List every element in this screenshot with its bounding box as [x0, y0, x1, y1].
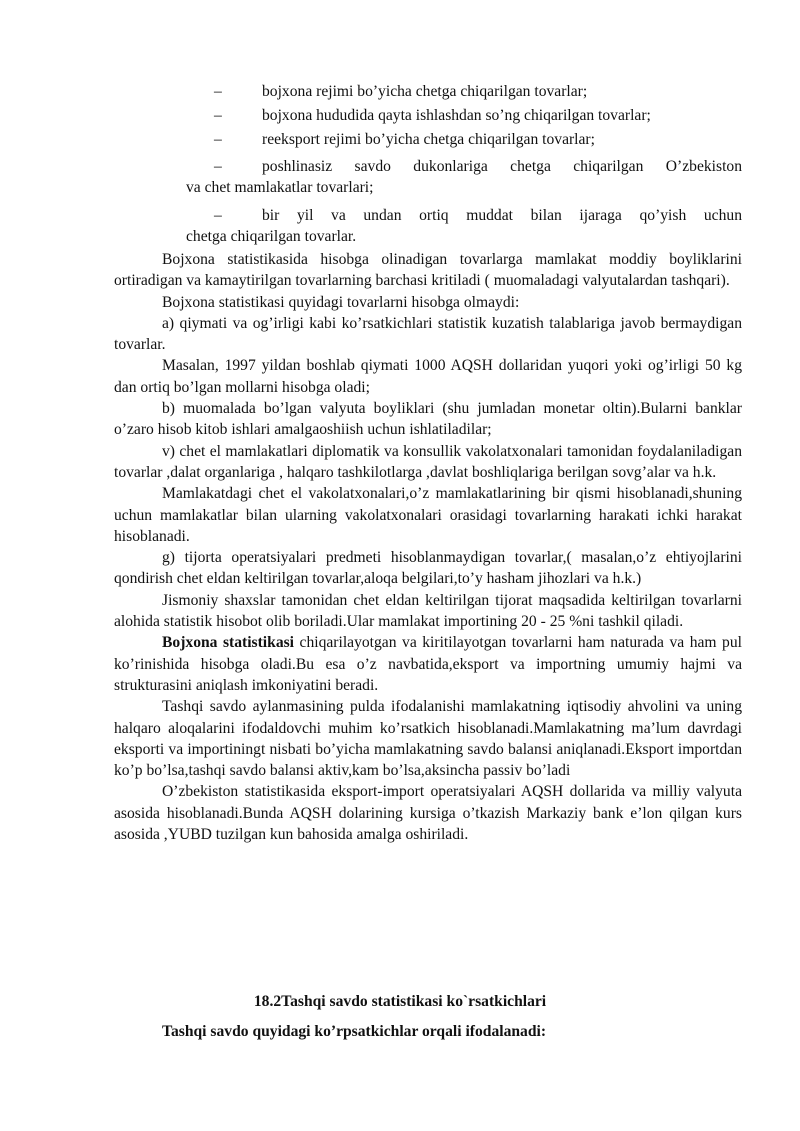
bullet-item [186, 81, 742, 102]
bold-term: Bojxona statistikasi [162, 634, 295, 652]
paragraph-text: chiqarilayotgan va kiritilayotgan tovarlarni ham naturada va ham pul ko’rinishida hisobga oladi.Bu esa o’z navbatida,eksport va importning umumiy hajmi va strukturasini aniqlash imkoniyatini beradi. [114, 634, 742, 694]
bullet-item [186, 129, 742, 150]
section-subheading: Tashqi savdo quyidagi ko’rpsatkichlar orqali ifodalanadi: [162, 1023, 547, 1040]
paragraph: a) qiymati va og’irligi kabi ko’rsatkichlari statistik kuzatish talablariga javob bermaydigan tovarlar. [114, 314, 742, 354]
bullet-text: poshlinasiz savdo dukonlariga chetga chiqarilgan O’zbekiston [262, 158, 742, 175]
paragraph: g) tijorta operatsiyalari predmeti hisoblanmaydigan tovarlar,( masalan,o’z ehtiyojlarini qondirish chet eldan keltirilgan tovarlar,aloqa belgilari,to’y hasham jihozlari va h.k.) [114, 549, 742, 588]
bullet-text: bir yil va undan ortiq muddat bilan ijaraga qo’yish uchun [262, 207, 742, 224]
bullet-text: bojxona rejimi bo’yicha chetga chiqarilgan tovarlar; [262, 83, 588, 100]
bullet-dash: – [214, 207, 222, 224]
body-text [114, 249, 742, 845]
paragraph: Bojxona statistikasi quyidagi tovarlarni hisobga olmaydi: [162, 293, 520, 311]
bullet-continuation: va chet mamlakatlar tovarlari; [186, 179, 374, 197]
bullet-item [186, 156, 742, 199]
bullet-text: reeksport rejimi bo’yicha chetga chiqarilgan tovarlar; [262, 131, 595, 148]
bullet-text: bojxona hududida qayta ishlashdan so’ng chiqarilgan tovarlar; [262, 107, 651, 124]
paragraph: b) muomalada bo’lgan valyuta boyliklari (shu jumladan monetar oltin).Bularni banklar o’zaro hisob kitob ishlari amalgaoshiish uchun ishlatiladilar; [114, 400, 742, 439]
bullet-continuation: chetga chiqarilgan tovarlar. [186, 228, 357, 246]
paragraph [114, 632, 742, 696]
section-heading: 18.2Tashqi savdo statistikasi ko`rsatkichlari [253, 993, 547, 1010]
paragraph: Masalan, 1997 yildan boshlab qiymati 1000 AQSH dollaridan yuqori yoki og’irligi 50 kg dan ortiq bo’lgan mollarni hisobga oladi; [114, 357, 742, 396]
paragraph: Jismoniy shaxslar tamonidan chet eldan keltirilgan tijorat maqsadida keltirilgan tovarlarni alohida statistik hisobot olib boriladi.Ular mamlakat importining 20 - 25 %ni tashkil qiladi. [114, 591, 742, 631]
bullet-dash: – [214, 107, 222, 124]
bullet-item [186, 105, 742, 126]
bullet-dash: – [214, 83, 222, 100]
paragraph: Mamlakatdagi chet el vakolatxonalari,o’z mamlakatlarining bir qismi hisoblanadi,shuning uchun mamlakatlar bilan ularning vakolatxonalari orasidagi tovarlarning harakati ichki harakat hisoblanadi. [114, 485, 742, 545]
bullet-dash: – [214, 158, 222, 175]
paragraph: v) chet el mamlakatlari diplomatik va konsullik vakolatxonalari tamonidan foydalaniladigan tovarlar ,dalat organlariga , halqaro tashkilotlarga ,davlat boshliqlariga berilgan sovg’alar va h.k. [114, 442, 742, 481]
paragraph: O’zbekiston statistikasida eksport-import operatsiyalari AQSH dollarida va milliy valyuta asosida hisoblanadi.Bunda AQSH dolarining kursiga o’tkazish Markaziy bank e’lon qilgan kurs asosida ,YUBD tuzilgan kun bahosida amalga oshiriladi. [114, 783, 742, 844]
bullet-dash: – [214, 131, 222, 148]
paragraph: Bojxona statistikasida hisobga olinadigan tovarlarga mamlakat moddiy boyliklarini ortiradigan va kamaytirilgan tovarlarning barchasi kritiladi ( muomaladagi valyutalardan tashqari). [114, 251, 742, 290]
bullet-item [186, 205, 742, 248]
paragraph: Tashqi savdo aylanmasining pulda ifodalanishi mamlakatning iqtisodiy ahvolini va uning halqaro aloqalarini ifodaldovchi muhim ko’rsatkich hisoblanadi.Mamlakatning ma’lum davrdagi eksporti va importiningt nisbati bo’yicha mamlakatning savdo balansi aniqlanadi.Eksport importdan ko’p bo’lsa,tashqi savdo balansi aktiv,kam bo’lsa,aksincha passiv bo’ladi [114, 698, 742, 780]
